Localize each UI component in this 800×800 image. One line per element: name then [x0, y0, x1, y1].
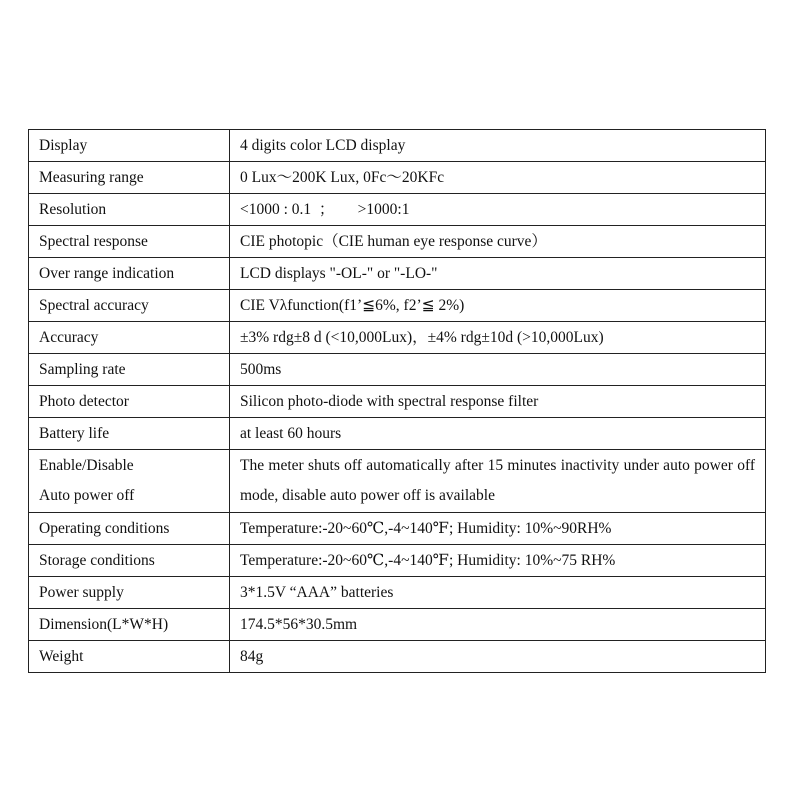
spec-value: 174.5*56*30.5mm [230, 609, 766, 641]
spec-label: Dimension(L*W*H) [29, 609, 230, 641]
spec-value: 3*1.5V “AAA” batteries [230, 577, 766, 609]
spec-label: Resolution [29, 194, 230, 226]
spec-value: 4 digits color LCD display [230, 130, 766, 162]
spec-label: Power supply [29, 577, 230, 609]
spec-value: 0 Lux～200K Lux, 0Fc～20KFc [230, 162, 766, 194]
spec-value: Silicon photo-diode with spectral response filter [230, 386, 766, 418]
spec-label: Storage conditions [29, 545, 230, 577]
spec-value: LCD displays "-OL-" or "-LO-" [230, 258, 766, 290]
spec-row-display [29, 130, 766, 162]
spec-row-operating-conditions [29, 513, 766, 545]
spec-row-accuracy [29, 322, 766, 354]
spec-row-measuring-range [29, 162, 766, 194]
spec-label: Spectral response [29, 226, 230, 258]
spec-label: Battery life [29, 418, 230, 450]
spec-label: Measuring range [29, 162, 230, 194]
spec-value: 500ms [230, 354, 766, 386]
spec-value: ±3% rdg±8 d (<10,000Lux)，±4% rdg±10d (>10,000Lux) [230, 322, 766, 354]
spec-row-weight [29, 641, 766, 673]
spec-label: Operating conditions [29, 513, 230, 545]
spec-value: CIE Vλfunction(f1’≦6%, f2’≦ 2%) [230, 290, 766, 322]
spec-row-resolution [29, 194, 766, 226]
spec-row-battery-life [29, 418, 766, 450]
spec-row-photo-detector [29, 386, 766, 418]
spec-label [29, 450, 230, 513]
spec-row-spectral-accuracy [29, 290, 766, 322]
spec-row-over-range [29, 258, 766, 290]
spec-label: Accuracy [29, 322, 230, 354]
spec-label: Over range indication [29, 258, 230, 290]
spec-value: Temperature:-20~60℃,-4~140℉; Humidity: 10%~75 RH% [230, 545, 766, 577]
spec-value: Temperature:-20~60℃,-4~140℉; Humidity: 10%~90RH% [230, 513, 766, 545]
spec-label: Weight [29, 641, 230, 673]
spec-row-auto-power-off [29, 450, 766, 513]
spec-row-spectral-response [29, 226, 766, 258]
spec-table [28, 129, 766, 673]
spec-row-dimension [29, 609, 766, 641]
spec-label: Photo detector [29, 386, 230, 418]
spec-label-line: Enable/Disable [39, 457, 134, 474]
spec-row-power-supply [29, 577, 766, 609]
spec-label: Sampling rate [29, 354, 230, 386]
spec-value: at least 60 hours [230, 418, 766, 450]
spec-label: Spectral accuracy [29, 290, 230, 322]
spec-label: Display [29, 130, 230, 162]
spec-label-line: Auto power off [39, 487, 135, 504]
spec-value: <1000 : 0.1 ； >1000:1 [230, 194, 766, 226]
spec-value: CIE photopic（CIE human eye response curve） [230, 226, 766, 258]
spec-row-storage-conditions [29, 545, 766, 577]
spec-row-sampling-rate [29, 354, 766, 386]
spec-value: 84g [230, 641, 766, 673]
spec-value: The meter shuts off automatically after 15 minutes inactivity under auto power off mode, disable auto power off is available [230, 450, 766, 513]
